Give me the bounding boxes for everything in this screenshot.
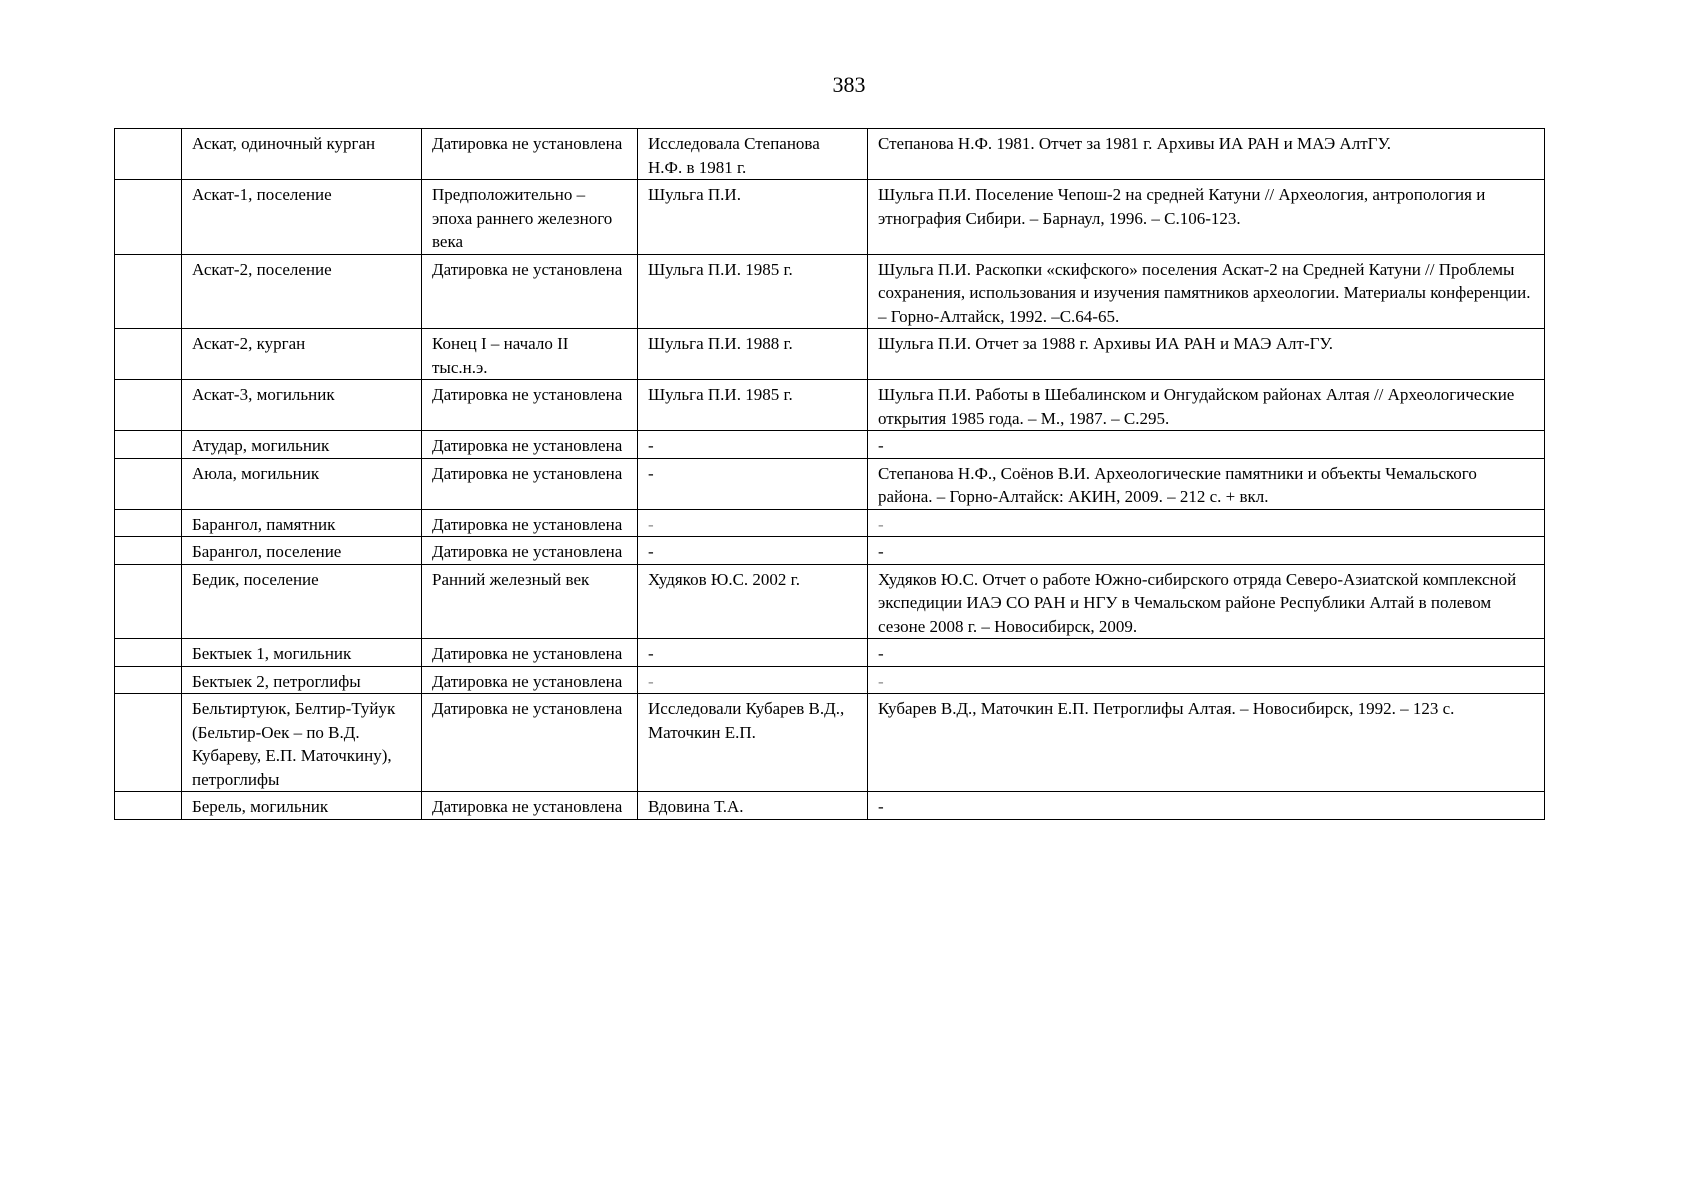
cell-dating: Конец I – начало II тыс.н.э. (422, 329, 638, 380)
cell-researcher: - (638, 431, 868, 459)
cell-monument-name: Бектыек 2, петроглифы (182, 666, 422, 694)
cell-number (115, 329, 182, 380)
table-row (115, 639, 1545, 667)
cell-researcher: Шульга П.И. 1985 г. (638, 254, 868, 329)
cell-researcher: Худяков Ю.С. 2002 г. (638, 564, 868, 639)
cell-literature: - (868, 666, 1545, 694)
cell-monument-name: Бектыек 1, могильник (182, 639, 422, 667)
cell-monument-name: Аскат-2, поселение (182, 254, 422, 329)
cell-researcher: - (638, 666, 868, 694)
cell-researcher: - (638, 537, 868, 565)
cell-dating: Датировка не установлена (422, 694, 638, 792)
cell-literature: - (868, 537, 1545, 565)
cell-number (115, 180, 182, 255)
cell-literature: Шульга П.И. Поселение Чепош-2 на средней Катуни // Археология, антропология и этнография Сибири. – Барнаул, 1996. – С.106-123. (868, 180, 1545, 255)
cell-literature: - (868, 639, 1545, 667)
cell-literature: Шульга П.И. Раскопки «скифского» поселения Аскат-2 на Средней Катуни // Проблемы сохранения, использования и изучения памятников археологии. Материалы конференции. – Горно-Алтайск, 1992. –С.64-65. (868, 254, 1545, 329)
cell-dating: Датировка не установлена (422, 380, 638, 431)
table-row (115, 329, 1545, 380)
cell-number (115, 254, 182, 329)
table-row (115, 254, 1545, 329)
cell-literature: Кубарев В.Д., Маточкин Е.П. Петроглифы Алтая. – Новосибирск, 1992. – 123 с. (868, 694, 1545, 792)
cell-literature: Шульга П.И. Работы в Шебалинском и Онгудайском районах Алтая // Археологические открытия 1985 года. – М., 1987. – С.295. (868, 380, 1545, 431)
cell-monument-name: Барангол, поселение (182, 537, 422, 565)
cell-monument-name: Бельтиртуюк, Белтир-Туйук (Бельтир-Оек – по В.Д. Кубареву, Е.П. Маточкину), петроглифы (182, 694, 422, 792)
cell-monument-name: Аскат-1, поселение (182, 180, 422, 255)
cell-dating: Датировка не установлена (422, 509, 638, 537)
cell-dating: Датировка не установлена (422, 666, 638, 694)
cell-dating: Датировка не установлена (422, 537, 638, 565)
cell-monument-name: Атудар, могильник (182, 431, 422, 459)
cell-researcher: Исследовали Кубарев В.Д., Маточкин Е.П. (638, 694, 868, 792)
cell-dating: Ранний железный век (422, 564, 638, 639)
cell-number (115, 458, 182, 509)
cell-literature: - (868, 509, 1545, 537)
cell-literature: - (868, 792, 1545, 820)
cell-researcher: - (638, 639, 868, 667)
cell-dating: Датировка не установлена (422, 254, 638, 329)
cell-dating: Предположительно – эпоха раннего железного века (422, 180, 638, 255)
cell-number (115, 537, 182, 565)
cell-number (115, 694, 182, 792)
cell-monument-name: Берель, могильник (182, 792, 422, 820)
table-row (115, 380, 1545, 431)
table-row (115, 180, 1545, 255)
table-row (115, 431, 1545, 459)
cell-monument-name: Аскат, одиночный курган (182, 129, 422, 180)
cell-dating: Датировка не установлена (422, 639, 638, 667)
monuments-table (114, 128, 1545, 820)
cell-monument-name: Аскат-2, курган (182, 329, 422, 380)
cell-literature: Степанова Н.Ф., Соёнов В.И. Археологические памятники и объекты Чемальского района. – Горно-Алтайск: АКИН, 2009. – 212 с. + вкл. (868, 458, 1545, 509)
cell-researcher: Вдовина Т.А. (638, 792, 868, 820)
cell-number (115, 792, 182, 820)
cell-number (115, 564, 182, 639)
cell-dating: Датировка не установлена (422, 129, 638, 180)
table-row (115, 537, 1545, 565)
table-row (115, 666, 1545, 694)
cell-literature: Степанова Н.Ф. 1981. Отчет за 1981 г. Архивы ИА РАН и МАЭ АлтГУ. (868, 129, 1545, 180)
cell-monument-name: Бедик, поселение (182, 564, 422, 639)
cell-monument-name: Аскат-3, могильник (182, 380, 422, 431)
cell-number (115, 380, 182, 431)
table-row (115, 458, 1545, 509)
table-row (115, 694, 1545, 792)
cell-number (115, 509, 182, 537)
cell-researcher: - (638, 458, 868, 509)
cell-monument-name: Аюла, могильник (182, 458, 422, 509)
cell-researcher: Шульга П.И. 1985 г. (638, 380, 868, 431)
page-number: 383 (832, 72, 866, 97)
cell-researcher: - (638, 509, 868, 537)
cell-literature: Шульга П.И. Отчет за 1988 г. Архивы ИА РАН и МАЭ Алт-ГУ. (868, 329, 1545, 380)
table-row (115, 509, 1545, 537)
cell-dating: Датировка не установлена (422, 458, 638, 509)
cell-researcher: Шульга П.И. (638, 180, 868, 255)
cell-number (115, 431, 182, 459)
cell-monument-name: Барангол, памятник (182, 509, 422, 537)
cell-number (115, 666, 182, 694)
table-row (115, 564, 1545, 639)
cell-number (115, 639, 182, 667)
cell-researcher: Шульга П.И. 1988 г. (638, 329, 868, 380)
cell-dating: Датировка не установлена (422, 792, 638, 820)
table-row (115, 792, 1545, 820)
cell-number (115, 129, 182, 180)
cell-dating: Датировка не установлена (422, 431, 638, 459)
table-row (115, 129, 1545, 180)
cell-literature: Худяков Ю.С. Отчет о работе Южно-сибирского отряда Северо-Азиатской комплексной экспедиции ИАЭ СО РАН и НГУ в Чемальском районе Республики Алтай в полевом сезоне 2008 г. – Новосибирск, 2009. (868, 564, 1545, 639)
cell-researcher: Исследовала Степанова Н.Ф. в 1981 г. (638, 129, 868, 180)
cell-literature: - (868, 431, 1545, 459)
